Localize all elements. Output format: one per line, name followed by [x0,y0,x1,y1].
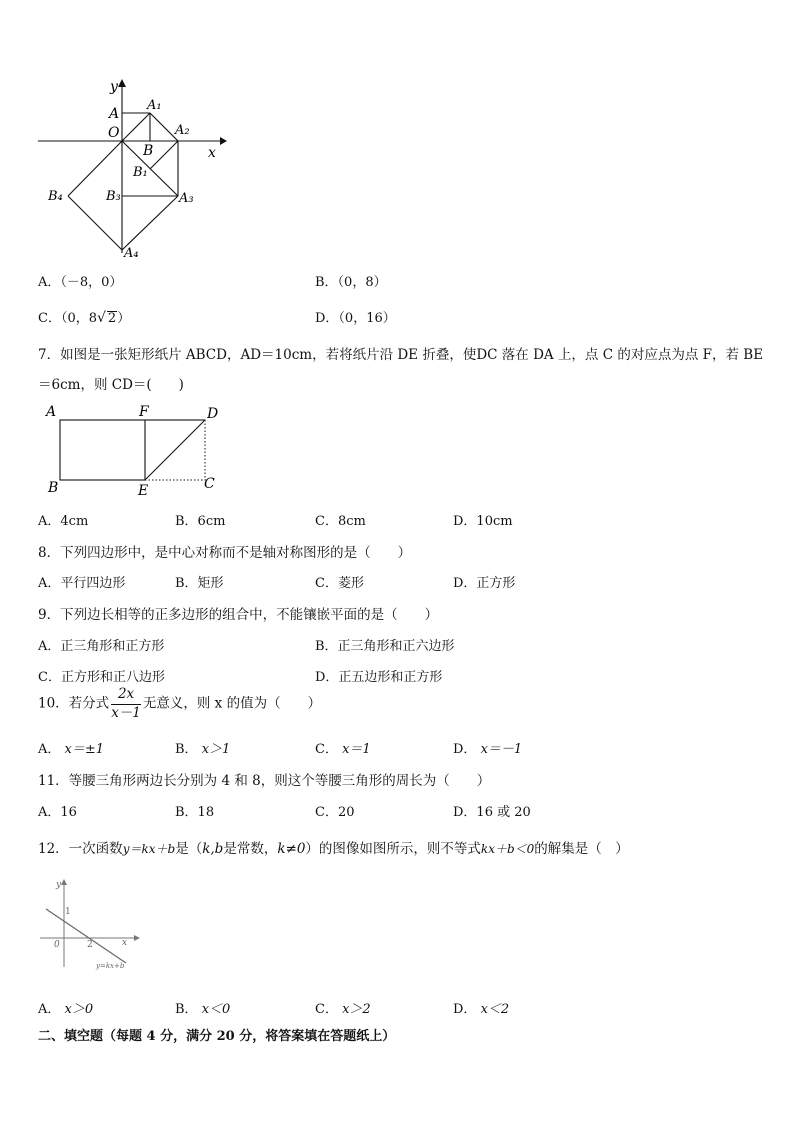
q10-numerator: 2x [111,688,141,705]
q8-stem: 8．下列四边形中，是中心对称而不是轴对称图形的是（ ） [38,545,412,561]
q10-option-c [315,738,371,757]
q10-option-c-value: x＝1 [342,742,371,757]
q10-option-d-label: D． [453,742,477,757]
q10-prefix: 10．若分式 [38,695,110,712]
label-d: D [207,406,219,422]
q6-option-c-prefix: C．（0，8 [38,311,97,326]
label-f: F [139,404,149,420]
q6-option-d: D．（0，16） [315,311,396,326]
q11-stem: 11．等腰三角形两边长分别为 4 和 8，则这个等腰三角形的周长为（ ） [38,773,491,789]
q12-option-a [38,998,93,1017]
q10-fraction [111,688,141,720]
label-o: O [108,125,120,141]
q6-radicand: 2 [107,311,117,326]
section-2-heading: 二、填空题（每题 4 分，满分 20 分，将答案填在答题纸上） [38,1029,396,1044]
x-axis-arrow [134,935,140,941]
q12-option-b-label: B． [175,1002,198,1017]
segment-a1-a2 [150,113,178,141]
q12-text-2: 是常数， [223,841,278,857]
q10-option-a-value: x＝±1 [64,742,105,757]
q10-option-b-label: B． [175,742,198,757]
segment-a2-b1 [150,141,178,169]
q11-option-c: C．20 [315,805,355,820]
q8-option-c: C．菱形 [315,576,364,591]
label-zero: 0 [54,940,60,950]
q7-option-a: A．4cm [38,514,89,529]
q12-option-d-label: D． [453,1002,477,1017]
q10-option-a [38,738,104,757]
label-a: A [109,106,120,122]
q6-option-a: A．（－8，0） [38,275,123,290]
q12-text-3: ）的图像如图所示，则不等式 [305,841,481,857]
label-b3: B₃ [106,189,121,204]
q8-option-a: A．平行四边形 [38,576,126,591]
label-b1: B₁ [133,165,148,180]
q12-k-nonzero: k≠0 [277,841,306,857]
q10-option-b-value: x＞1 [201,742,231,757]
label-a3: A₃ [179,191,194,206]
q7-stem-line2: ＝6cm，则 CD＝( ) [38,377,184,393]
label-a1: A₁ [147,98,162,113]
q6-radical-sign: √ [97,310,106,326]
label-b: B [48,480,59,496]
label-x: x [208,145,216,161]
q7-option-d: D．10cm [453,514,513,529]
q12-option-a-label: A． [38,1002,61,1017]
q12-option-c-value: x＞2 [342,1002,371,1017]
q7-stem-line1: 7．如图是一张矩形纸片 ABCD，AD＝10cm，若将纸片沿 DE 折叠，使DC 落在 DA 上，点 C 的对应点为点 F，若 BE [38,347,764,363]
label-e: E [138,483,149,499]
q12-option-c-label: C． [315,1002,338,1017]
q10-option-b [175,738,230,757]
q10-suffix: 无意义，则 x 的值为（ ） [142,695,322,712]
q12-suffix: 的解集是（ ） [534,841,629,857]
q12-function: y＝kx＋b [122,842,176,856]
label-c: C [204,476,215,492]
q7-option-c: C．8cm [315,514,366,529]
q12-stem [38,837,629,857]
q10-option-c-label: C． [315,742,338,757]
q12-text-1: 是（ [175,841,203,857]
q12-prefix: 12．一次函数 [38,841,123,857]
q9-stem: 9．下列边长相等的正多边形的组合中，不能镶嵌平面的是（ ） [38,607,439,623]
label-y: y [110,79,118,95]
q12-option-d-value: x＜2 [480,1002,510,1017]
label-a4: A₄ [124,246,139,261]
label-one: 1 [65,907,71,917]
label-two: 2 [87,940,93,950]
q10-denominator: x－1 [111,704,141,721]
q7-option-b: B．6cm [175,514,226,529]
q12-option-b-value: x＜0 [201,1002,231,1017]
function-line [46,909,126,963]
label-a2: A₂ [175,123,190,138]
q11-option-a: A．16 [38,805,77,820]
x-axis-arrow [220,137,227,145]
q9-option-c: C．正方形和正八边形 [38,670,165,685]
q10-option-d [453,738,522,757]
q9-option-a: A．正三角形和正方形 [38,639,165,654]
label-b4: B₄ [48,189,63,204]
q8-option-b: B．矩形 [175,576,224,591]
segment-b4-a4 [68,196,122,250]
label-function: y=kx+b [96,962,125,970]
q6-option-c-suffix: ） [117,311,131,326]
q6-option-b: B．（0，8） [315,275,387,290]
q10-option-d-value: x＝－1 [480,742,523,757]
q8-option-d: D．正方形 [453,576,516,591]
label-a: A [46,404,57,420]
segment-o-a1 [122,113,150,141]
q6-figure [30,75,230,265]
q12-figure [38,875,148,975]
q12-option-b [175,998,230,1017]
label-b: B [143,143,154,159]
q12-option-c [315,998,371,1017]
q6-option-c [38,307,130,326]
q12-kb: k,b [202,841,224,857]
q9-option-d: D．正五边形和正方形 [315,670,443,685]
q11-option-b: B．18 [175,805,215,820]
q10-stem [38,688,321,720]
segment-a3-a4 [122,196,178,250]
q7-dotted-overlay [40,400,230,500]
y-axis-arrow [61,879,67,885]
q9-option-b: B．正三角形和正六边形 [315,639,455,654]
q11-option-d: D．16 或 20 [453,805,531,820]
q12-option-d [453,998,509,1017]
q10-option-a-label: A． [38,742,61,757]
q12-inequality: kx＋b＜0 [480,842,535,856]
q12-option-a-value: x＞0 [64,1002,94,1017]
y-axis-arrow [118,79,126,87]
segment-o-b4 [68,141,122,196]
label-x: x [122,938,128,948]
label-y: y [56,880,62,890]
